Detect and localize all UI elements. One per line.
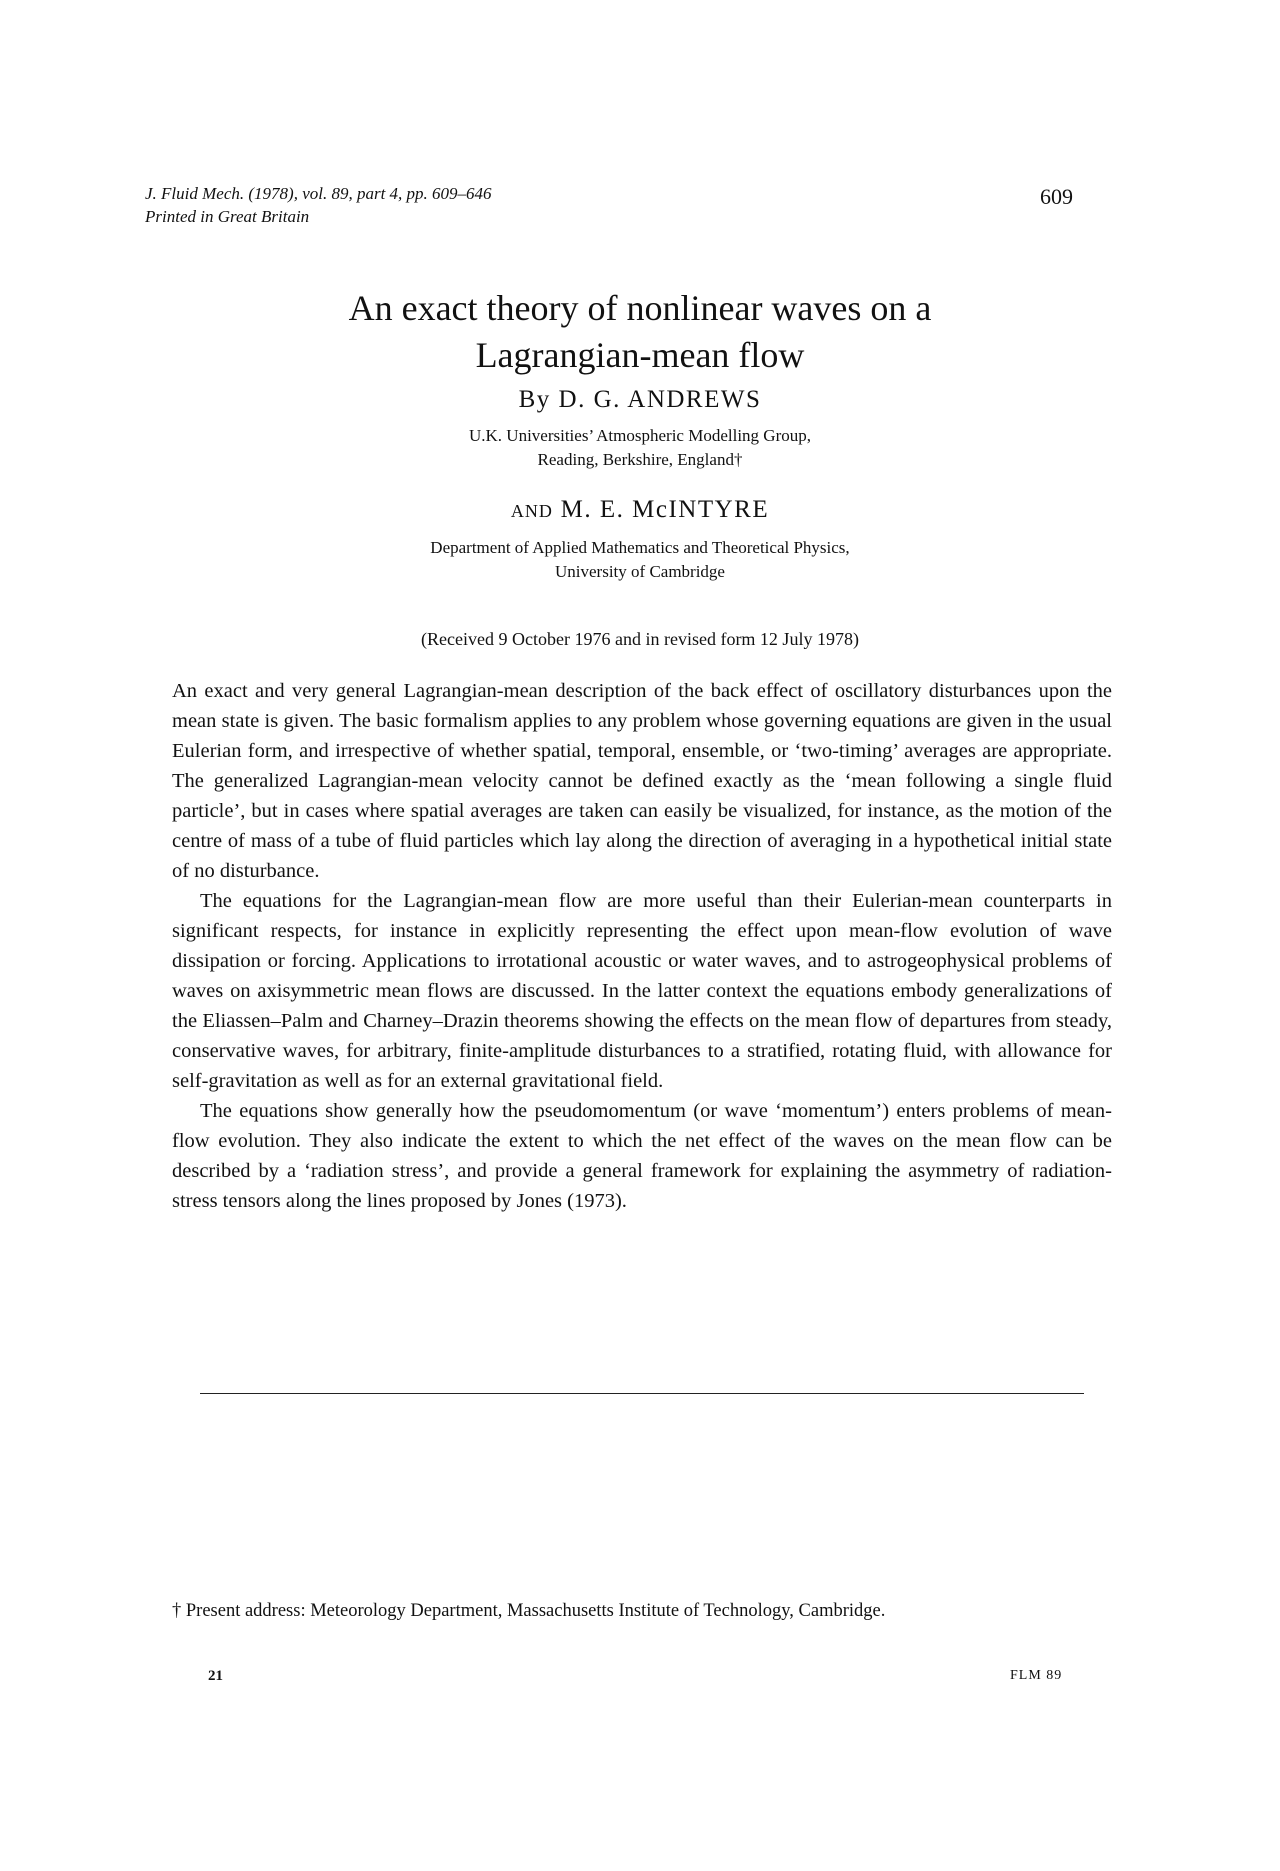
- signature-mark: 21: [208, 1668, 223, 1684]
- page-number: 609: [1040, 184, 1073, 209]
- abstract-paragraph-1: An exact and very general Lagrangian-mean description of the back effect of oscillatory disturbances upon the mean state is given. The basic formalism applies to any problem whose governing equations are given in the usual Eulerian form, and irrespective of whether spatial, temporal, ensemble, or ‘two-timing’ averages are appropriate. The generalized Lagrangian-mean velocity cannot be defined exactly as the ‘mean following a single fluid particle’, but in cases where spatial averages are taken can easily be visualized, for instance, as the motion of the centre of mass of a tube of fluid particles which lay along the direction of averaging in a hypothetical initial state of no disturbance.: [172, 680, 1112, 882]
- title-line-1: An exact theory of nonlinear waves on a: [348, 288, 932, 328]
- journal-citation: J. Fluid Mech. (1978), vol. 89, part 4, pp. 609–646: [145, 184, 492, 203]
- abstract-paragraph-2: The equations for the Lagrangian-mean flow are more useful than their Eulerian-mean counterparts in significant respects, for instance in explicitly representing the effect upon mean-flow evolution of wave dissipation or forcing. Applications to irrotational acoustic or water waves, and to astrogeophysical problems of waves on axisymmetric mean flows are discussed. In the latter context the equations embody generalizations of the Eliassen–Palm and Charney–Drazin theorems showing the effects on the mean flow of departures from steady, conservative waves, for arbitrary, finite-amplitude disturbances to a stratified, rotating fluid, with allowance for self-gravitation as well as for an external gravitational field.: [172, 890, 1112, 1092]
- title-line-2: Lagrangian-mean flow: [475, 335, 805, 375]
- author-1-affiliation-line-2: Reading, Berkshire, England†: [537, 450, 743, 469]
- author-2-affiliation-line-1: Department of Applied Mathematics and Theoretical Physics,: [430, 538, 850, 557]
- paper-title: [230, 285, 1050, 379]
- running-header: [145, 182, 1085, 228]
- author-1-name: By D. G. ANDREWS: [518, 386, 762, 413]
- abstract-paragraph-3: The equations show generally how the pseudomomentum (or wave ‘momentum’) enters problems of mean-flow evolution. They also indicate the extent to which the net effect of the waves on the mean flow can be described by a ‘radiation stress’, and provide a general framework for explaining the asymmetry of radiation-stress tensors along the lines proposed by Jones (1973).: [172, 1100, 1112, 1212]
- volume-mark: FLM 89: [1010, 1668, 1063, 1683]
- author-2-affiliation-line-2: University of Cambridge: [555, 562, 725, 581]
- author-2-prefix: AND: [510, 501, 553, 521]
- author-2: [230, 496, 1050, 524]
- author-2-affiliation: [230, 536, 1050, 584]
- received-dates: (Received 9 October 1976 and in revised form 12 July 1978): [421, 629, 859, 649]
- author-2-name: M. E. McINTYRE: [560, 496, 770, 523]
- footnote-present-address: † Present address: Meteorology Department, Massachusetts Institute of Technology, Cambridge.: [172, 1601, 886, 1621]
- author-1-affiliation: [230, 424, 1050, 472]
- author-1-affiliation-line-1: U.K. Universities’ Atmospheric Modelling Group,: [468, 426, 811, 445]
- abstract-divider: [200, 1393, 1084, 1394]
- abstract: [172, 676, 1112, 1216]
- printed-in: Printed in Great Britain: [145, 207, 310, 226]
